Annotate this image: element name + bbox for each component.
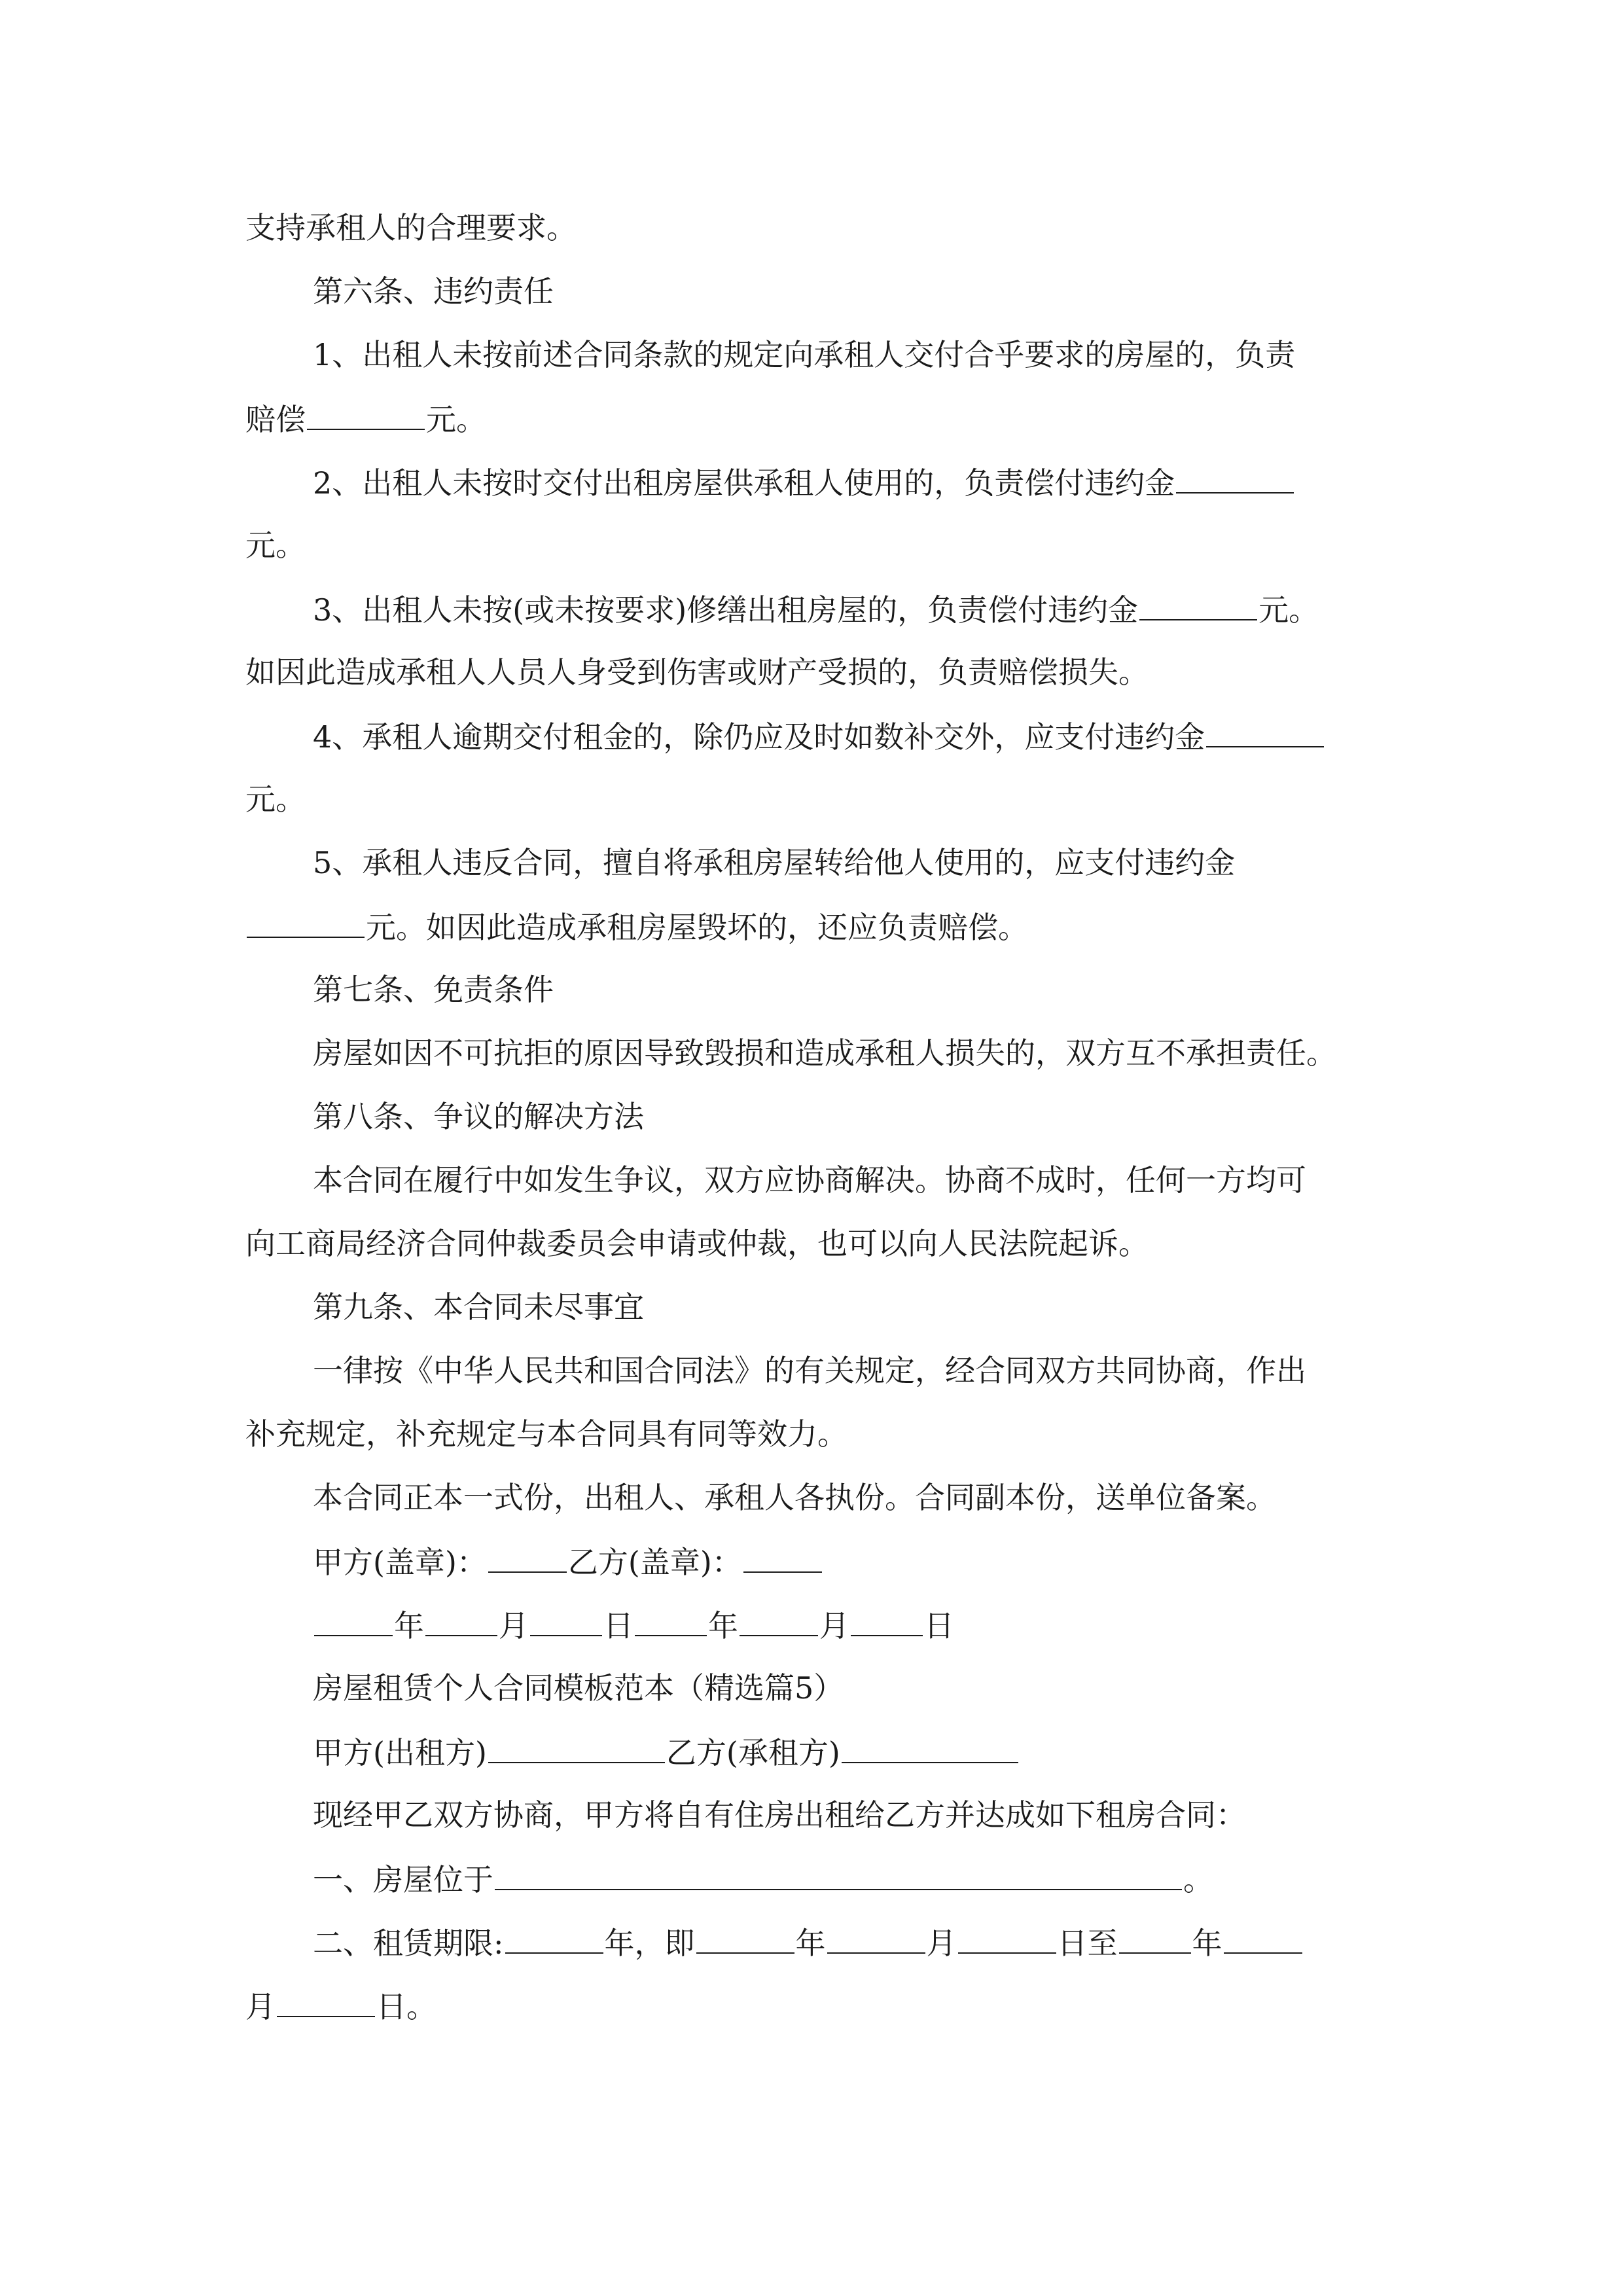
paragraph-line (0, 1478, 1623, 1517)
text: 第六条、违约责任 (313, 274, 554, 309)
signature-line (0, 1541, 1623, 1582)
text: 如因此造成承租人人员人身受到伤害或财产受损的，负责赔偿损失。 (245, 655, 1149, 690)
fill-blank (505, 1922, 603, 1954)
text: 向工商局经济合同仲裁委员会申请或仲裁，也可以向人民法院起诉。 (245, 1226, 1149, 1261)
fill-blank (314, 1605, 393, 1636)
fill-blank (827, 1922, 925, 1954)
paragraph-line (0, 1033, 1623, 1073)
fill-blank (635, 1605, 707, 1636)
paragraph-line (0, 462, 1623, 503)
section-heading (0, 1287, 1623, 1327)
fill-blank (247, 906, 365, 938)
text: 2、出租人未按时交付出租房屋供承租人使用的，负责偿付违约金 (313, 465, 1175, 501)
paragraph-line (0, 1795, 1623, 1835)
text: 甲方(出租方) (313, 1735, 487, 1770)
fill-blank (425, 1605, 497, 1636)
paragraph-line (0, 589, 1623, 630)
paragraph-line (0, 653, 1623, 692)
text: 房屋租赁个人合同模板范本（精选篇5） (313, 1670, 844, 1706)
fill-blank (1206, 716, 1324, 747)
text: 乙方(盖章)： (567, 1545, 742, 1580)
fill-blank (851, 1605, 923, 1636)
text: 元。 (426, 402, 486, 437)
party-line (0, 1732, 1623, 1772)
date-line (0, 1605, 1623, 1645)
text: 。 (1183, 1862, 1213, 1897)
fill-blank (740, 1605, 818, 1636)
text: 第七条、免责条件 (313, 972, 554, 1007)
text: 年 (795, 1926, 826, 1961)
text: 年 (708, 1608, 738, 1643)
text: 赔偿 (245, 402, 306, 437)
text: 元。 (1258, 592, 1319, 628)
paragraph-line (0, 716, 1623, 757)
text: 第八条、争议的解决方法 (313, 1099, 644, 1134)
fill-blank (842, 1732, 1018, 1763)
fill-blank (743, 1541, 822, 1573)
paragraph-line (0, 906, 1623, 947)
text: 第九条、本合同未尽事宜 (313, 1289, 644, 1325)
fill-blank (696, 1922, 794, 1954)
section-heading (0, 1097, 1623, 1136)
fill-blank (530, 1605, 602, 1636)
text: 日 (603, 1608, 633, 1643)
text: 日 (924, 1608, 954, 1643)
paragraph-line (0, 1414, 1623, 1454)
fill-blank (958, 1922, 1056, 1954)
paragraph-line (0, 335, 1623, 374)
text: 月 (926, 1926, 957, 1961)
text: 元。 (245, 781, 306, 817)
text: 3、出租人未按(或未按要求)修缮出租房屋的，负责偿付违约金 (313, 592, 1139, 628)
text: 月 (245, 1989, 276, 2024)
text: 二、租赁期限: (313, 1926, 504, 1961)
text: 年 (1192, 1926, 1222, 1961)
paragraph-line (0, 1859, 1623, 1899)
text: 支持承租人的合理要求。 (245, 210, 577, 245)
text: 补充规定，补充规定与本合同具有同等效力。 (245, 1416, 847, 1452)
fill-blank (277, 1986, 375, 2017)
text: 一、房屋位于 (313, 1862, 493, 1897)
text: 一律按《中华人民共和国合同法》的有关规定，经合同双方共同协商，作出 (313, 1353, 1306, 1388)
document-title (0, 1668, 1623, 1708)
fill-blank (307, 399, 425, 430)
fill-blank (1176, 462, 1294, 493)
text: 日。 (376, 1989, 437, 2024)
text: 元。 (245, 528, 306, 563)
text: 4、承租人逾期交付租金的，除仍应及时如数补交外，应支付违约金 (313, 719, 1205, 755)
fill-blank (495, 1859, 1182, 1890)
text: 年 (394, 1608, 424, 1643)
text: 月 (819, 1608, 849, 1643)
text: 甲方(盖章)： (313, 1545, 487, 1580)
fill-blank (1119, 1922, 1191, 1954)
paragraph-line (0, 399, 1623, 439)
section-heading (0, 272, 1623, 311)
paragraph-line (0, 208, 1623, 247)
text: 年，即 (604, 1926, 695, 1961)
text: 本合同在履行中如发生争议，双方应协商解决。协商不成时，任何一方均可 (313, 1162, 1306, 1198)
paragraph-line (0, 1922, 1623, 1963)
paragraph-line (0, 1351, 1623, 1390)
text: 5、承租人违反合同，擅自将承租房屋转给他人使用的，应支付违约金 (313, 845, 1236, 880)
paragraph-line (0, 1224, 1623, 1263)
paragraph-line (0, 526, 1623, 565)
fill-blank (1139, 589, 1257, 620)
text: 月 (499, 1608, 529, 1643)
text: 现经甲乙双方协商，甲方将自有住房出租给乙方并达成如下租房合同： (313, 1797, 1246, 1833)
text: 本合同正本一式份，出租人、承租人各执份。合同副本份，送单位备案。 (313, 1480, 1276, 1515)
text: 元。如因此造成承租房屋毁坏的，还应负责赔偿。 (366, 910, 1028, 945)
paragraph-line (0, 1160, 1623, 1200)
fill-blank (488, 1732, 665, 1763)
text: 房屋如因不可抗拒的原因导致毁损和造成承租人损失的，双方互不承担责任。 (313, 1035, 1336, 1071)
section-heading (0, 970, 1623, 1009)
text: 1、出租人未按前述合同条款的规定向承租人交付合乎要求的房屋的，负责 (313, 337, 1296, 372)
text: 乙方(承租方) (666, 1735, 840, 1770)
text: 日至 (1057, 1926, 1118, 1961)
fill-blank (1224, 1922, 1302, 1954)
paragraph-line (0, 780, 1623, 819)
paragraph-line (0, 843, 1623, 882)
fill-blank (488, 1541, 567, 1573)
paragraph-line (0, 1986, 1623, 2026)
